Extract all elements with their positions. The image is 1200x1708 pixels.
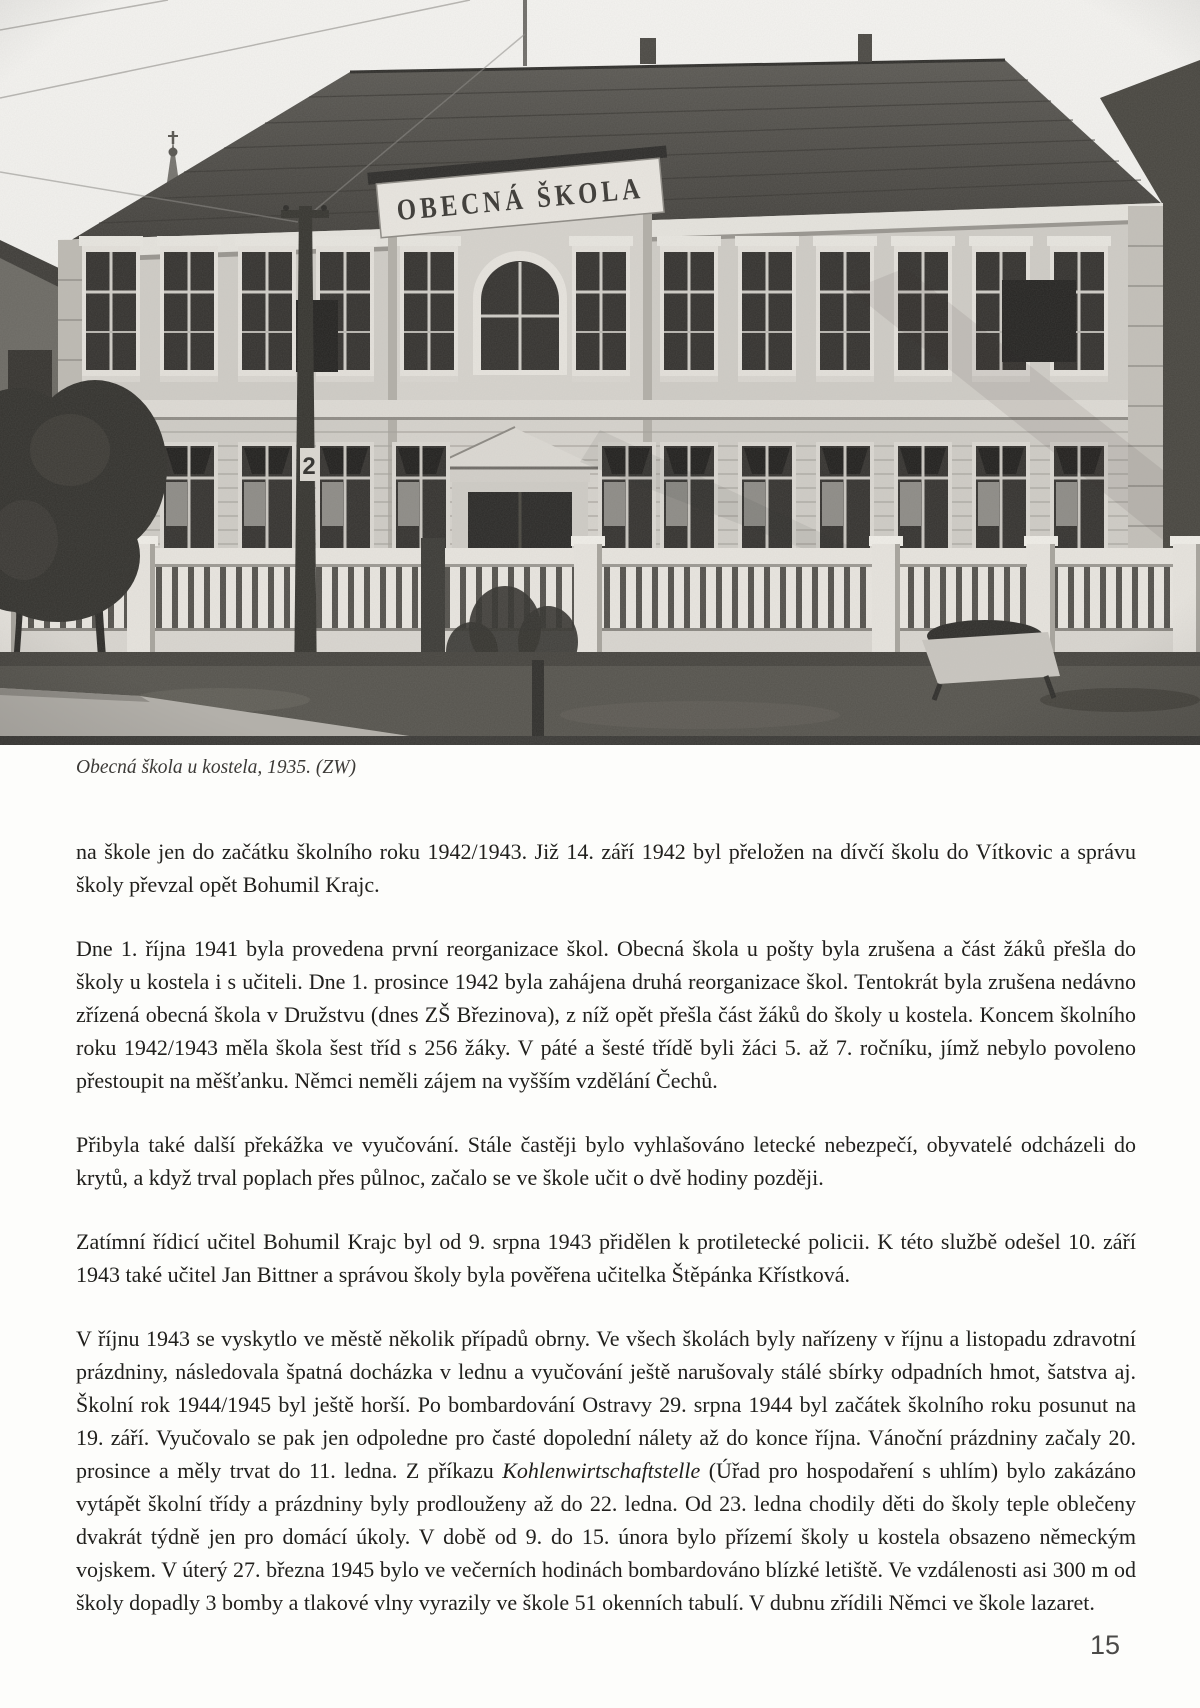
paragraph-5 bbox=[76, 1322, 1136, 1619]
paragraph-1: na škole jen do začátku školního roku 1942/1943. Již 14. září 1942 byl přeložen na dívčí školu do Vítkovic a správu školy převzal opět Bohumil Krajc. bbox=[76, 839, 1136, 897]
photo-vignette bbox=[0, 0, 1200, 745]
paragraph-5-text: V říjnu 1943 se vyskytlo ve městě několik případů obrny. Ve všech školách byly nařízeny v říjnu a listopadu zdravotní prázdniny, následovala špatná docházka v lednu a vyučování ještě narušovaly stálé sbírky odpadních hmot, šatstva aj. Školní rok 1944/1945 byl ještě horší. Po bombardování Ostravy 29. srpna 1944 byl začátek školního roku posunut na 19. září. Vyučovalo se pak jen odpoledne pro časté dopolední nálety až do konce října. Vánoční prázdniny začaly 20. prosince a měly trvat do 11. ledna. Z příkazu bbox=[76, 1326, 1136, 1483]
school-photograph bbox=[0, 0, 1200, 745]
school-photo-svg bbox=[0, 0, 1200, 745]
paragraph-3: Přibyla také další překážka ve vyučování. Stále častěji bylo vyhlašováno letecké nebezpečí, obyvatelé odcházeli do krytů, a když trval poplach přes půlnoc, začalo se ve škole učit o dvě hodiny později. bbox=[76, 1132, 1136, 1190]
page-number: 15 bbox=[1089, 1630, 1120, 1660]
paragraph-5-text-continued: (Úřad pro hospodaření s uhlím) bylo zakázáno vytápět školní třídy a prázdniny byly prodlouženy až do 22. ledna. Od 23. ledna chodily děti do školy teple oblečeny dvakrát týdně jen pro domácí úkoly. V době od 9. do 15. února bylo přízemí školy u kostela obsazeno německým vojskem. V úterý 27. března 1945 bylo ve večerních hodinách bombardováno blízké letiště. Ve vzdálenosti asi 300 m od školy dopadly 3 bomby a tlakové vlny vyrazily ve škole 51 okenních tabulí. V dubnu zřídili Němci ve škole lazaret. bbox=[76, 1458, 1136, 1615]
photo-caption: Obecná škola u kostela, 1935. (ZW) bbox=[76, 757, 356, 778]
article-text bbox=[76, 835, 1136, 1619]
paragraph-4: Zatímní řídicí učitel Bohumil Krajc byl od 9. srpna 1943 přidělen k protiletecké policii. K této službě odešel 10. září 1943 také učitel Jan Bittner a správou školy byla pověřena učitelka Štěpánka Křístková. bbox=[76, 1229, 1136, 1287]
paragraph-2: Dne 1. října 1941 byla provedena první reorganizace škol. Obecná škola u pošty byla zrušena a část žáků přešla do školy u kostela i s učiteli. Dne 1. prosince 1942 byla zahájena druhá reorganizace škol. Tentokrát byla zrušena nedávno zřízená obecná škola v Družstvu (dnes ZŠ Březinova), z níž opět přešla část žáků do školy u kostela. Koncem školního roku 1942/1943 měla škola šest tříd s 256 žáky. V páté a šesté třídě byli žáci 5. až 7. ročníku, jímž nebylo povoleno přestoupit na měšťanku. Němci neměli zájem na vyšším vzdělání Čechů. bbox=[76, 936, 1136, 1093]
paragraph-5-italic-term: Kohlenwirtschaftstelle bbox=[502, 1458, 701, 1483]
